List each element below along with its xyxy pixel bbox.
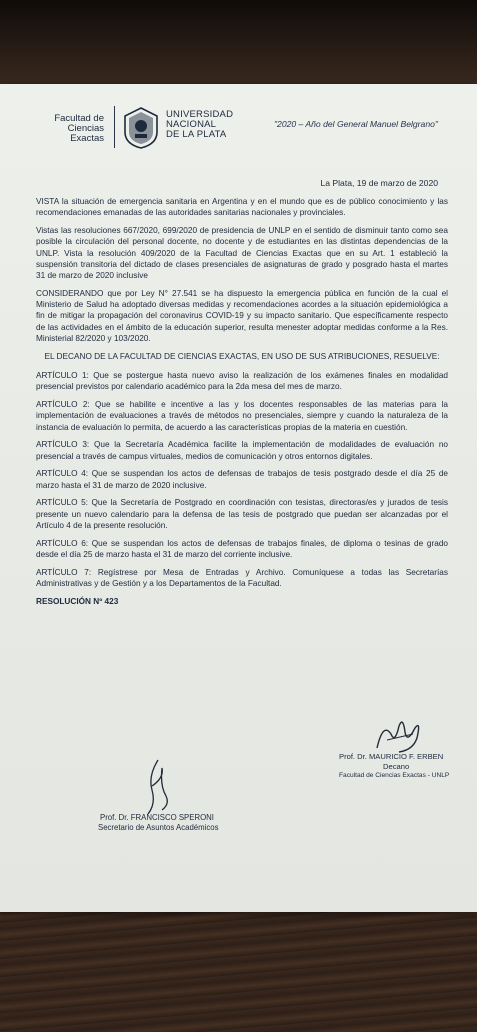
- article-6: ARTÍCULO 6: Que se suspendan los actos de defensas de trabajos finales, de diploma o tesinas de grado desde el día 25 de marzo hasta el 31 de marzo del corriente inclusive.: [36, 538, 448, 559]
- faculty-line-2: Ciencias Exactas: [67, 123, 104, 144]
- faculty-name: [34, 114, 104, 144]
- university-line-3: DE LA PLATA: [166, 129, 227, 140]
- paragraph-considerando: CONSIDERANDO que por Ley N° 27.541 se ha dispuesto la emergencia pública en función de la cual el Ministerio de Salud ha adoptado diversas medidas y recomendaciones acordes a la situación epidemiológica a fin de mitigar la propagación del coronavirus COVID-19 y su impacto sanitario. Que específicamente respecto de las actividades en el ámbito de la educación superior, resulta menester adoptar medidas conforme a la Res. Ministerial 82/2020 y 103/2020.: [36, 288, 448, 344]
- photo-background-top: [0, 0, 477, 90]
- article-4: ARTÍCULO 4: Que se suspendan los actos de defensas de trabajos de tesis postgrado desde el día 25 de marzo hasta el 31 de marzo de 2020 inclusive.: [36, 469, 448, 490]
- paragraph-vistas-resoluciones: Vistas las resoluciones 667/2020, 699/2020 de presidencia de UNLP en el sentido de disminuir tanto como sea posible la circulación del personal docente, no docente y de estudiantes en las distintas dependencias de la UNLP. Vista la resolución 409/2020 de la Facultad de Ciencias Exactas que en su Art. 1 estableció la suspensión transitoria del dictado de clases presenciales de asignaturas de grado y posgrado hasta el martes 31 de marzo de 2020 inclusive: [36, 225, 448, 281]
- secretary-signature-scribble: [136, 756, 176, 816]
- resolution-number: RESOLUCIÓN Nº 423: [36, 597, 119, 607]
- secretary-name: Prof. Dr. FRANCISCO SPERONI: [100, 813, 214, 822]
- document-body: [36, 196, 448, 607]
- paragraph-resuelve: EL DECANO DE LA FACULTAD DE CIENCIAS EXACTAS, EN USO DE SUS ATRIBUCIONES, RESUELVE:: [44, 351, 440, 361]
- university-line-1: UNIVERSIDAD: [166, 109, 234, 120]
- document-date: La Plata, 19 de marzo de 2020: [320, 178, 438, 188]
- paragraph-vista: VISTA la situación de emergencia sanitaria en Argentina y en el mundo que es de público conocimiento y las recomendaciones emanadas de las autoridades sanitarias nacionales y provinciales.: [36, 197, 448, 218]
- article-7: ARTÍCULO 7: Regístrese por Mesa de Entradas y Archivo. Comuníquese a todas las Secretarías Administrativas y de Gestión y a los Departamentos de la Facultad.: [36, 567, 448, 588]
- year-motto: "2020 – Año del General Manuel Belgrano": [274, 119, 438, 129]
- university-seal-icon: [121, 106, 161, 150]
- wooden-surface: [0, 905, 477, 1032]
- dean-name: Prof. Dr. MAURICIO F. ERBEN: [339, 752, 444, 761]
- header-divider: [114, 106, 115, 148]
- university-name: [166, 110, 246, 140]
- dean-institution: Facultad de Ciencias Exactas - UNLP: [339, 772, 450, 779]
- article-1: ARTÍCULO 1: Que se postergue hasta nuevo aviso la realización de los exámenes finales en modalidad presencial previstos por calendario académico para la 2da mesa del mes de marzo.: [36, 371, 448, 392]
- university-line-2: NACIONAL: [166, 119, 217, 130]
- article-5: ARTÍCULO 5: Que la Secretaría de Postgrado en coordinación con tesistas, directoras/es y jurados de tesis presente un nuevo calendario para la defensa de las tesis de postgrado que puedan ser alcanzadas por el Artículo 4 de la presente resolución.: [36, 498, 448, 530]
- article-2: ARTÍCULO 2: Que se habilite e incentive a las y los docentes responsables de las materias para la implementación de evaluaciones a través de métodos no presenciales, siempre y cuando la naturaleza de la instancia de evaluación lo permita, de acuerdo a las características propias de la materia en cuestión.: [36, 400, 448, 432]
- article-3: ARTÍCULO 3: Que la Secretaría Académica facilite la implementación de modalidades de evaluación no presencial a través de campus virtuales, medios de comunicación y otros entornos digitales.: [36, 440, 448, 461]
- document-page: [0, 84, 477, 912]
- secretary-role: Secretario de Asuntos Académicos: [98, 823, 219, 832]
- dean-role: Decano: [383, 762, 410, 771]
- faculty-line-1: Facultad de: [54, 113, 104, 124]
